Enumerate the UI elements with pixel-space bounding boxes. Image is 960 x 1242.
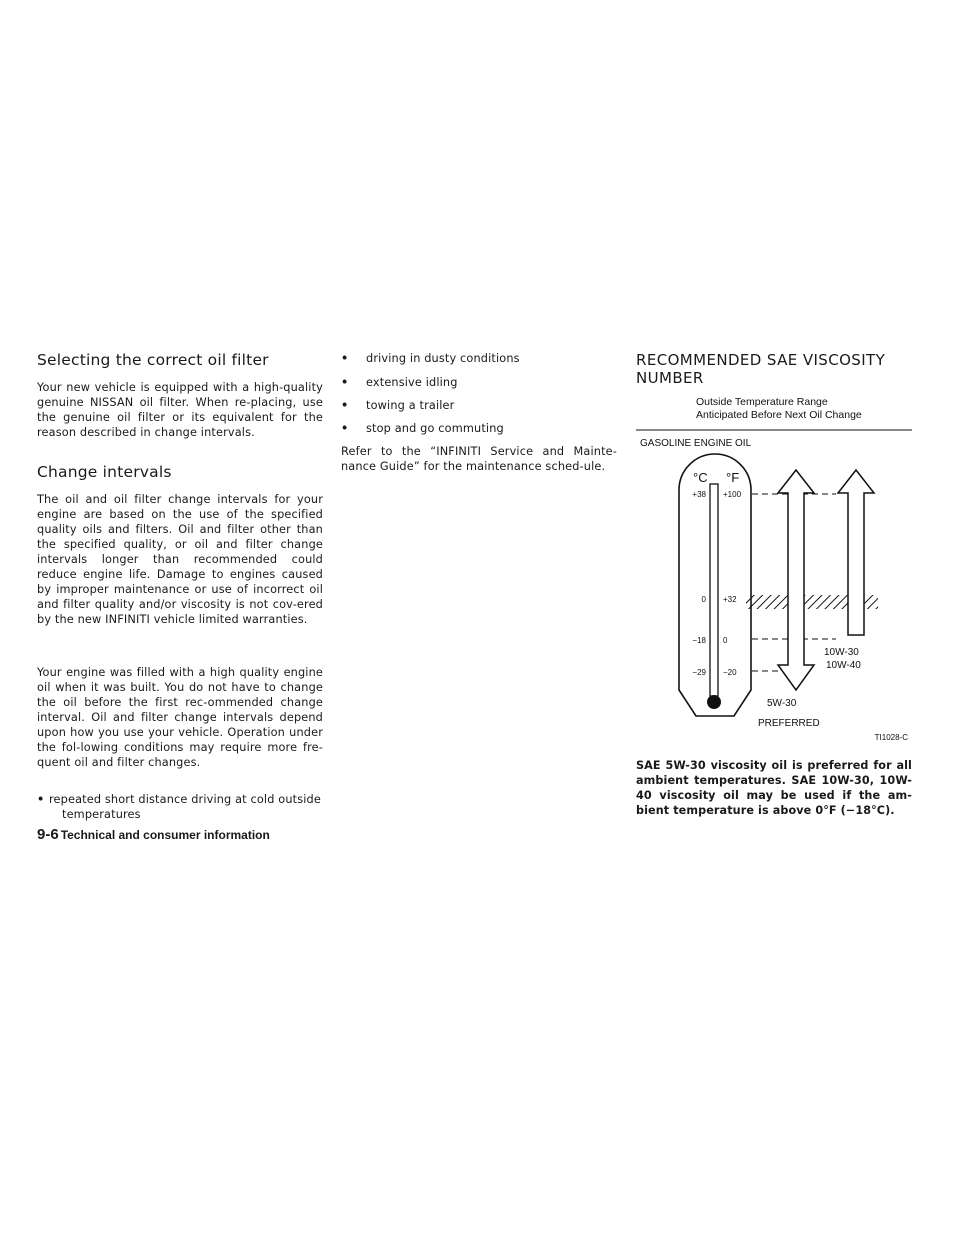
bullet-icon: • <box>341 376 349 389</box>
preferred-label: PREFERRED <box>758 718 820 729</box>
tick-c-0: 0 <box>701 595 706 604</box>
footer-section-title: Technical and consumer information <box>60 828 270 842</box>
figure-title-line-1: Outside Temperature Range <box>696 396 828 408</box>
thermometer-tube <box>710 484 718 696</box>
celsius-unit: °C <box>693 470 708 485</box>
section-heading-oil-filter: Selecting the correct oil filter <box>37 351 269 369</box>
figure-code: TI1028-C <box>874 733 908 740</box>
page-number: 9-6 <box>37 826 59 843</box>
bullet-icon: • <box>341 352 349 365</box>
change-intervals-paragraph: The oil and oil filter change intervals for your engine are based on the use of the specified quality oils and filters. Oil and filter other than the specified quality, or oil and filter change intervals longer than recommended could reduce engine life. Damage to engines caused by improper maintenance or use of incorrect oil and filter quality and/or viscosity is not cov-ered by the new INFINITI vehicle limited warranties. <box>37 493 323 626</box>
viscosity-chart-svg <box>636 390 912 740</box>
tick-c-38: +38 <box>692 490 706 499</box>
section-heading-viscosity: RECOMMENDED SAE VISCOSITY NUMBER <box>636 351 886 387</box>
arrow-10w30-10w40 <box>838 470 874 635</box>
tick-f-100: +100 <box>723 490 742 499</box>
oil-label-5w30: 5W-30 <box>767 698 797 709</box>
list-item: • repeated short distance driving at cold outside temperatures <box>37 793 321 821</box>
section-heading-change-intervals: Change intervals <box>37 463 172 481</box>
oil-label-10w30: 10W-30 <box>824 647 859 658</box>
tick-f-neg20: −20 <box>723 668 737 677</box>
arrow-5w30 <box>778 470 814 690</box>
figure-title-line-2: Anticipated Before Next Oil Change <box>696 409 862 421</box>
fahrenheit-unit: °F <box>726 470 740 485</box>
bullet-icon: • <box>37 793 45 806</box>
oil-label-10w40: 10W-40 <box>826 660 861 671</box>
tick-f-32: +32 <box>723 595 737 604</box>
tick-c-neg18: −18 <box>692 636 706 645</box>
viscosity-chart-figure <box>636 390 912 740</box>
oil-filter-paragraph: Your new vehicle is equipped with a high-quality genuine NISSAN oil filter. When re-placing, use the genuine oil filter or its equivalent for the reason described in change intervals. <box>37 381 323 439</box>
engine-oil-paragraph: Your engine was filled with a high quality engine oil when it was built. You do not have to change the oil before the first rec-ommended change interval. Oil and filter change intervals depend upon how you use your vehicle. Operation under the fol-lowing conditions may require more fre-quent oil and filter changes. <box>37 666 323 769</box>
bullet-icon: • <box>341 399 349 412</box>
bullet-icon: • <box>341 422 349 435</box>
engine-oil-label: GASOLINE ENGINE OIL <box>640 438 752 449</box>
maintenance-guide-paragraph: Refer to the “INFINITI Service and Mainte-nance Guide” for the maintenance sched-ule. <box>341 445 617 473</box>
tick-c-neg29: −29 <box>692 668 706 677</box>
tick-f-0: 0 <box>723 636 728 645</box>
page-footer <box>37 824 270 843</box>
thermometer-bulb <box>707 695 721 709</box>
list-item: • driving in dusty conditions <box>341 352 520 365</box>
list-item: • extensive idling <box>341 376 458 389</box>
list-item: • towing a trailer <box>341 399 455 412</box>
list-item: • stop and go commuting <box>341 422 504 435</box>
viscosity-caption: SAE 5W-30 viscosity oil is preferred for all ambient temperatures. SAE 10W-30, 10W-40 viscosity oil may be used if the am-bient temperature is above 0°F (−18°C). <box>636 759 912 817</box>
